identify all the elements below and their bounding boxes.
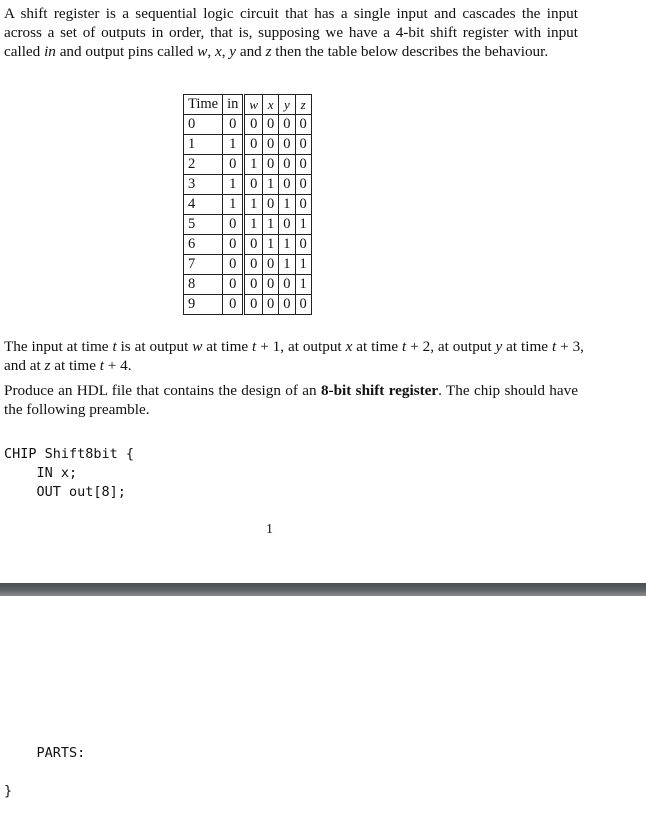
table-cell: 9 (184, 295, 223, 315)
intro-text-2: and output pins called (55, 43, 198, 61)
var-w: w (197, 43, 208, 61)
header-time: Time (184, 95, 223, 115)
var-x: x (345, 338, 353, 355)
explain-text: at time (50, 357, 100, 375)
table-cell: 0 (263, 195, 279, 215)
table-cell: 0 (295, 195, 311, 215)
page-number: 1 (266, 522, 273, 537)
explain-text: at time (202, 338, 253, 355)
table-cell: 0 (244, 135, 263, 155)
var-w: w (192, 338, 203, 355)
var-z: z (44, 357, 51, 375)
table-cell: 1 (244, 215, 263, 235)
explain-text: The input at time (4, 338, 113, 355)
table-cell: 1 (295, 255, 311, 275)
table-cell: 2 (184, 155, 223, 175)
header-w: w (244, 95, 263, 115)
table-row (184, 195, 312, 215)
shift-register-table (183, 94, 312, 315)
table-cell: 1 (279, 195, 295, 215)
table-cell: 8 (184, 275, 223, 295)
code-preamble (4, 445, 134, 502)
table-cell: 4 (184, 195, 223, 215)
table-cell: 0 (295, 295, 311, 315)
table-cell: 1 (244, 195, 263, 215)
table-row (184, 215, 312, 235)
table-cell: 0 (279, 135, 295, 155)
table-header-row (184, 95, 312, 115)
table-row (184, 275, 312, 295)
explain-text: at time (352, 338, 402, 355)
table-cell: 0 (223, 295, 244, 315)
task-text-2: . The chip should have the following preamble. (4, 382, 578, 419)
page-separator (0, 583, 646, 596)
table-cell: 1 (263, 235, 279, 255)
intro-text-4: then the table below describes the behaviour. (271, 43, 549, 61)
table-cell: 0 (279, 215, 295, 235)
table-row (184, 295, 312, 315)
table-cell: 0 (223, 155, 244, 175)
table-row (184, 235, 312, 255)
table-cell: 1 (223, 195, 244, 215)
intro-paragraph (4, 4, 578, 62)
explain-text: + 4. (104, 357, 132, 375)
var-t: t (551, 338, 557, 355)
table-cell: 0 (263, 255, 279, 275)
table-cell: 1 (184, 135, 223, 155)
table-cell: 1 (223, 135, 244, 155)
explain-text: + 2, at output (406, 338, 496, 355)
header-z: z (295, 95, 311, 115)
var-t: t (112, 338, 117, 355)
table-cell: 1 (279, 235, 295, 255)
explain-text: + 3, and at (4, 338, 584, 375)
explain-text: is at output (116, 338, 193, 355)
table-cell: 0 (263, 155, 279, 175)
task-paragraph (4, 381, 578, 419)
table-cell: 0 (279, 295, 295, 315)
header-y: y (279, 95, 295, 115)
table-cell: 0 (279, 175, 295, 195)
table-cell: 0 (295, 115, 311, 135)
var-t: t (252, 338, 257, 355)
code-line-parts: PARTS: (4, 745, 86, 761)
table-cell: 0 (244, 175, 263, 195)
table-cell: 0 (223, 215, 244, 235)
table-row (184, 255, 312, 275)
code-line-in: IN x; (4, 465, 78, 481)
table-cell: 0 (223, 235, 244, 255)
var-y: y (229, 43, 237, 61)
intro-text-3: and (236, 43, 266, 61)
table-cell: 0 (295, 235, 311, 255)
table-row (184, 135, 312, 155)
table-cell: 0 (263, 275, 279, 295)
table-cell: 0 (279, 275, 295, 295)
intro-text-1: A shift register is a sequential logic circuit that has a single input and cascades the input across a set of outputs in order, that is, supposing we have a 4-bit shift register with input called (4, 5, 578, 61)
table-cell: 0 (279, 115, 295, 135)
table-cell: 1 (295, 275, 311, 295)
table-cell: 5 (184, 215, 223, 235)
table-row (184, 155, 312, 175)
task-bold-text: 8-bit shift register (320, 382, 439, 399)
table-cell: 6 (184, 235, 223, 255)
table-cell: 1 (295, 215, 311, 235)
comma-1: , (207, 43, 215, 61)
table-cell: 0 (295, 175, 311, 195)
table-cell: 1 (279, 255, 295, 275)
table-cell: 0 (244, 235, 263, 255)
var-z: z (265, 43, 272, 61)
table-cell: 0 (295, 135, 311, 155)
table-cell: 0 (263, 295, 279, 315)
table-cell: 0 (263, 115, 279, 135)
table-cell: 0 (244, 255, 263, 275)
table-cell: 0 (184, 115, 223, 135)
code-line-out: OUT out[8]; (4, 484, 126, 500)
explain-text: at time (502, 338, 552, 355)
table-body (184, 115, 312, 315)
task-text-1: Produce an HDL file that contains the design of an (4, 382, 321, 399)
table-cell: 0 (263, 135, 279, 155)
table-cell: 1 (263, 175, 279, 195)
table-cell: 7 (184, 255, 223, 275)
var-t: t (402, 338, 407, 355)
var-y: y (495, 338, 503, 355)
code-line-close: } (4, 783, 13, 799)
table-cell: 0 (295, 155, 311, 175)
header-x: x (263, 95, 279, 115)
table-row (184, 175, 312, 195)
comma-2: , (221, 43, 230, 61)
table-cell: 0 (223, 255, 244, 275)
code-line-chip: CHIP Shift8bit { (4, 446, 135, 462)
table-cell: 0 (223, 115, 244, 135)
header-in: in (223, 95, 244, 115)
table-cell: 0 (223, 275, 244, 295)
explain-paragraph (4, 337, 584, 375)
explain-text: + 1, at output (256, 338, 346, 355)
table-row (184, 115, 312, 135)
table-cell: 1 (244, 155, 263, 175)
table-cell: 0 (244, 275, 263, 295)
table-cell: 1 (263, 215, 279, 235)
var-in: in (44, 43, 56, 61)
table-cell: 0 (244, 115, 263, 135)
table-cell: 0 (279, 155, 295, 175)
table-cell: 1 (223, 175, 244, 195)
var-x: x (214, 43, 222, 61)
table-cell: 0 (244, 295, 263, 315)
table-cell: 3 (184, 175, 223, 195)
var-t: t (99, 357, 104, 375)
